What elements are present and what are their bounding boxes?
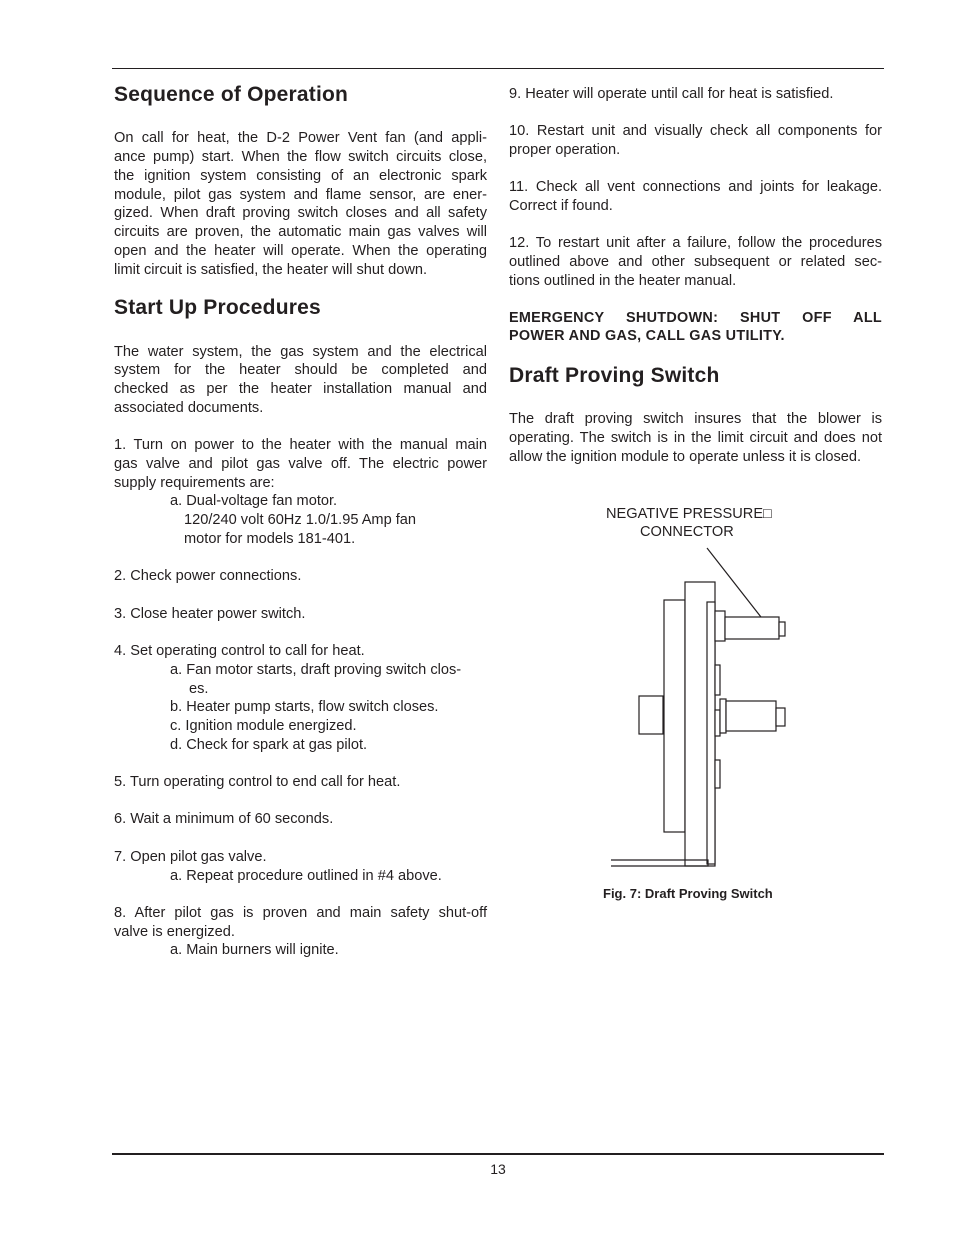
step-1-line: gas valve and pilot gas valve off. The electric power <box>114 456 487 472</box>
draft-proving-switch-diagram <box>600 540 800 870</box>
startup-intro-line: associated documents. <box>114 400 264 416</box>
upper-fitting-base <box>715 611 725 641</box>
sequence-line: ance pump) start. When the flow switch circuits close, <box>114 149 487 165</box>
startup-intro-line: system for the heater should be completed and <box>114 362 487 378</box>
step-11-line: Correct if found. <box>509 198 613 214</box>
upper-connector-tube <box>725 617 779 639</box>
figure-caption: Fig. 7: Draft Proving Switch <box>603 886 773 901</box>
step-6: 6. Wait a minimum of 60 seconds. <box>114 811 334 827</box>
step-12-line: 12. To restart unit after a failure, follow the procedures <box>509 235 882 251</box>
step-9: 9. Heater will operate until call for heat is satisfied. <box>509 86 834 102</box>
upper-connector-tip <box>779 622 785 636</box>
lower-fitting-base <box>720 699 726 733</box>
heading-draft-proving-switch: Draft Proving Switch <box>509 364 720 387</box>
step-10-line: 10. Restart unit and visually check all components for <box>509 123 882 139</box>
step-8-line: 8. After pilot gas is proven and main safety shut-off <box>114 905 487 921</box>
step-10-line: proper operation. <box>509 142 621 158</box>
sequence-line: the ignition system consisting of an electronic spark <box>114 168 487 184</box>
heading-start-up-procedures: Start Up Procedures <box>114 296 321 319</box>
sequence-line: module, pilot gas system and flame sensor, are ener- <box>114 187 487 203</box>
step-1a: a. Dual-voltage fan motor. <box>170 493 338 509</box>
draft-line: The draft proving switch insures that the blower is <box>509 411 882 427</box>
figure-label-line1: NEGATIVE PRESSURE□ <box>606 506 772 522</box>
back-plate <box>664 600 685 832</box>
step-2: 2. Check power connections. <box>114 568 302 584</box>
step-5: 5. Turn operating control to end call for heat. <box>114 774 401 790</box>
step-3: 3. Close heater power switch. <box>114 606 306 622</box>
step-7: 7. Open pilot gas valve. <box>114 849 267 865</box>
step-12-line: outlined above and other subsequent or related sec- <box>509 254 882 270</box>
step-4a: a. Fan motor starts, draft proving switch clos- <box>170 662 462 678</box>
startup-intro-line: The water system, the gas system and the electrical <box>114 344 487 360</box>
emergency-shutdown-line: EMERGENCY SHUTDOWN: SHUT OFF ALL <box>509 310 882 326</box>
lower-connector-tip <box>776 708 785 726</box>
step-1a-detail: 120/240 volt 60Hz 1.0/1.95 Amp fan <box>184 512 417 528</box>
step-12-line: tions outlined in the heater manual. <box>509 273 737 289</box>
side-bump <box>715 710 720 736</box>
step-4c: c. Ignition module energized. <box>170 718 357 734</box>
figure-label-line2: CONNECTOR <box>640 524 734 540</box>
rear-housing <box>639 696 663 734</box>
step-4a-cont: es. <box>189 681 209 697</box>
step-8a: a. Main burners will ignite. <box>170 942 339 958</box>
emergency-shutdown-line: POWER AND GAS, CALL GAS UTILITY. <box>509 328 785 344</box>
step-1-line: supply requirements are: <box>114 475 275 491</box>
step-4: 4. Set operating control to call for heat. <box>114 643 365 659</box>
side-bump <box>715 665 720 695</box>
sequence-line: gized. When draft proving switch closes and all safety <box>114 205 487 221</box>
top-rule <box>112 68 884 69</box>
body-flange <box>707 602 715 864</box>
sequence-line: On call for heat, the D-2 Power Vent fan (and appli- <box>114 130 487 146</box>
bottom-rule <box>112 1153 884 1155</box>
page-number: 13 <box>490 1161 506 1177</box>
step-8-line: valve is energized. <box>114 924 235 940</box>
step-1a-detail: motor for models 181-401. <box>184 531 356 547</box>
step-7a: a. Repeat procedure outlined in #4 above. <box>170 868 442 884</box>
step-4d: d. Check for spark at gas pilot. <box>170 737 368 753</box>
lower-connector-tube <box>726 701 776 731</box>
draft-line: allow the ignition module to operate unless it is closed. <box>509 449 862 465</box>
step-4b: b. Heater pump starts, flow switch closes. <box>170 699 439 715</box>
sequence-line: limit circuit is satisfied, the heater will shut down. <box>114 262 428 278</box>
startup-intro-line: checked as per the heater installation manual and <box>114 381 487 397</box>
sequence-line: circuits are proven, the automatic main gas valves will <box>114 224 487 240</box>
sequence-line: open and the heater will operate. When the operating <box>114 243 487 259</box>
side-bump <box>715 760 720 788</box>
heading-sequence-of-operation: Sequence of Operation <box>114 83 349 106</box>
step-11-line: 11. Check all vent connections and joints for leakage. <box>509 179 882 195</box>
step-1-line: 1. Turn on power to the heater with the manual main <box>114 437 487 453</box>
draft-line: operating. The switch is in the limit circuit and does not <box>509 430 882 446</box>
